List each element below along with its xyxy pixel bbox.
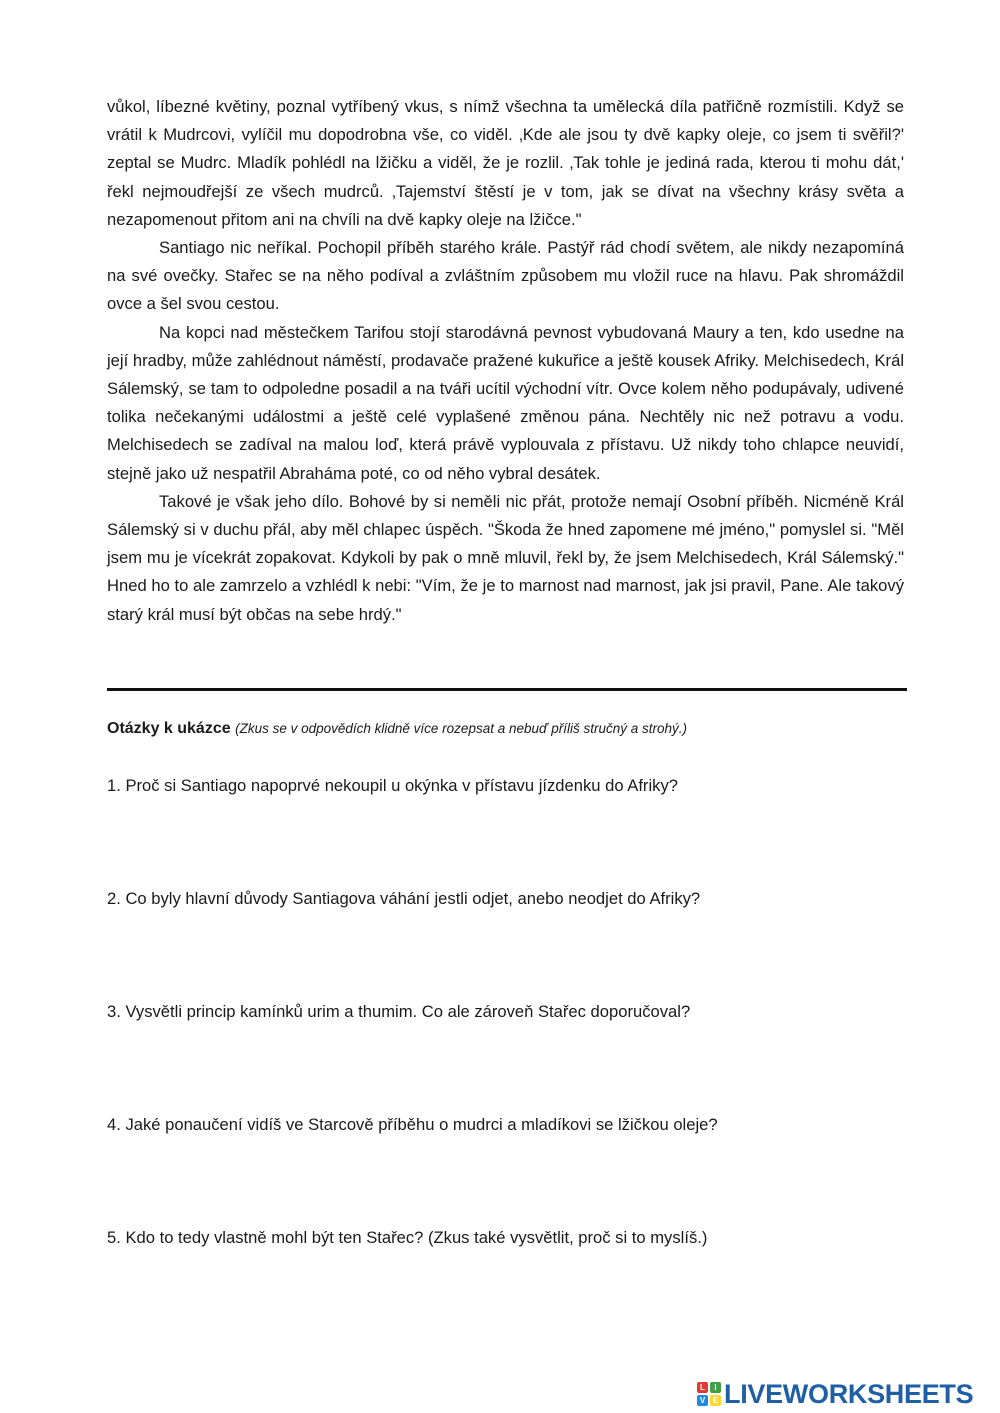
passage-paragraph-1: vůkol, líbezné květiny, poznal vytříbený vkus, s nímž všechna ta umělecká díla patřičně rozmístili. Když se vrátil k Mudrcovi, vylíčil mu dopodrobna vše, co viděl. ‚Kde ale jsou ty dvě kapky oleje, co jsem ti svěřil?' zeptal se Mudrc. Mladík pohlédl na lžičku a viděl, že je rozlil. ‚Tak tohle je jediná rada, kterou ti mohu dát,' řekl nejmoudřejší ze všech mudrců. ‚Tajemství štěstí je v tom, jak se dívat na všechny krásy světa a nezapomenout přitom ani na chvíli na dvě kapky oleje na lžičce." bbox=[107, 97, 904, 229]
passage-paragraph-4: Takové je však jeho dílo. Bohové by si neměli nic přát, protože nemají Osobní příběh. Nicméně Král Sálemský si v duchu přál, aby měl chlapec úspěch. "Škoda že hned zapomene mé jméno," pomyslel si. "Měl jsem mu je vícekrát zopakovat. Kdykoli by pak o mně mluvil, řekl by, že jsem Melchisedech, Král Sálemský." Hned ho to ale zamrzelo a vzhlédl k nebi: "Vím, že je to marnost nad marnost, jak jsi pravil, Pane. Ale takový starý král musí být občas na sebe hrdý." bbox=[107, 491, 904, 624]
section-divider bbox=[107, 688, 907, 691]
passage-paragraph-2: Santiago nic neříkal. Pochopil příběh starého krále. Pastýř rád chodí světem, ale nikdy nezapomíná na své ovečky. Stařec se na něho podíval a zvláštním způsobem mu vložil ruce na hlavu. Pak shromáždil ovce a šel svou cestou. bbox=[107, 238, 904, 314]
question-2: 2. Co byly hlavní důvody Santiagova váhání jestli odjet, anebo neodjet do Afriky? bbox=[107, 889, 701, 908]
logo-cell-i: I bbox=[710, 1382, 721, 1393]
questions-heading-title: Otázky k ukázce bbox=[107, 720, 231, 737]
question-3: 3. Vysvětli princip kamínků urim a thumim. Co ale zároveň Stařec doporučoval? bbox=[107, 1002, 691, 1021]
passage-text bbox=[107, 93, 904, 629]
liveworksheets-logo-icon bbox=[697, 1382, 721, 1406]
question-4: 4. Jaké ponaučení vidíš ve Starcově příběhu o mudrci a mladíkovi se lžičkou oleje? bbox=[107, 1115, 718, 1134]
logo-cell-l: L bbox=[697, 1382, 708, 1393]
passage-paragraph-3: Na kopci nad městečkem Tarifou stojí starodávná pevnost vybudovaná Maury a ten, kdo usedne na její hradby, může zahlédnout náměstí, prodavače pražené kukuřice a ještě kousek Afriky. Melchisedech, Král Sálemský, se tam to odpoledne posadil a na tváři ucítil východní vítr. Ovce kolem něho podupávaly, udivené tolika nečekanými událostmi a ještě celé vyplašené změnou pána. Nechtěly nic než potravu a vodu. Melchisedech se zadíval na malou loď, která právě vyplouvala z přístavu. Už nikdy toho chlapce neuvidí, stejně jako už nespatřil Abraháma poté, co od něho vybral desátek. bbox=[107, 322, 904, 483]
liveworksheets-brand bbox=[697, 1379, 973, 1409]
logo-cell-v: V bbox=[697, 1395, 708, 1406]
questions-heading bbox=[107, 717, 927, 741]
liveworksheets-wordmark: LIVEWORKSHEETS bbox=[724, 1378, 974, 1409]
question-1: 1. Proč si Santiago napoprvé nekoupil u okýnka v přístavu jízdenku do Afriky? bbox=[107, 776, 678, 795]
question-5: 5. Kdo to tedy vlastně mohl být ten Stařec? (Zkus také vysvětlit, proč si to myslíš.) bbox=[107, 1228, 708, 1247]
questions-heading-note: (Zkus se v odpovědích klidně více rozepsat a nebuď příliš stručný a strohý.) bbox=[235, 721, 687, 736]
logo-cell-e: E bbox=[710, 1395, 721, 1406]
